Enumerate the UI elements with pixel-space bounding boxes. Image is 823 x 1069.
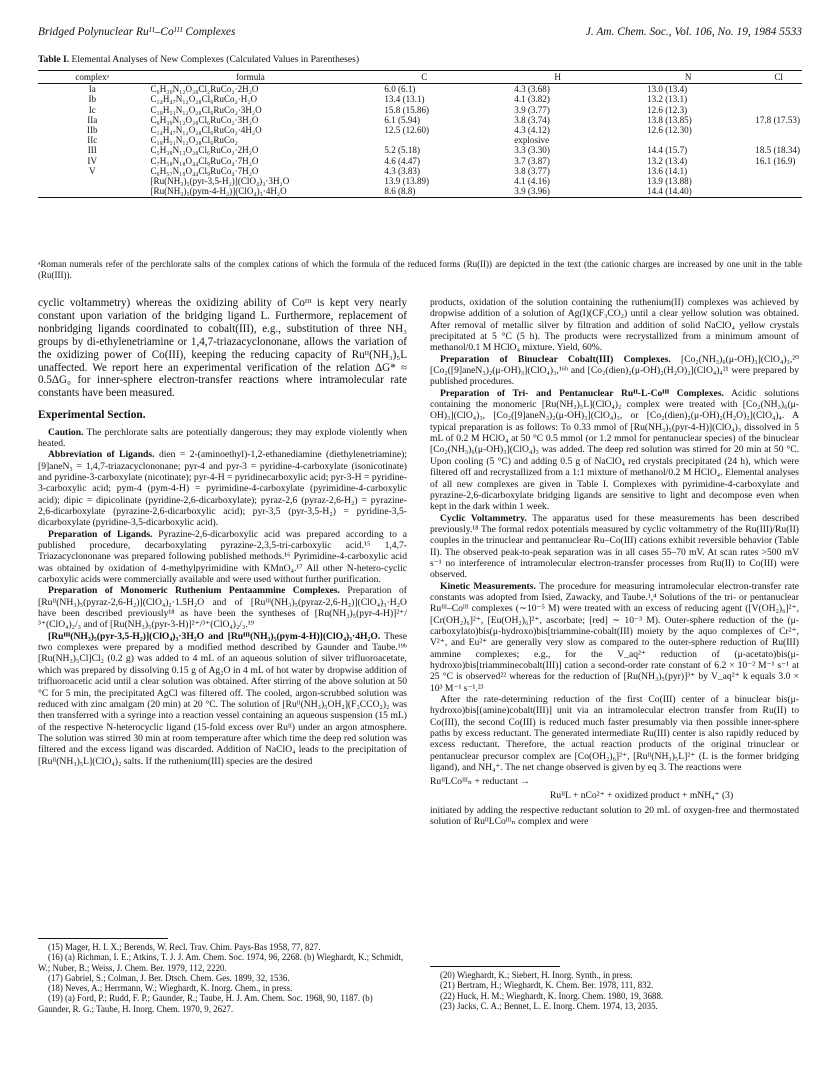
pyr-prep-heading: [Ruᴵᴵᴵ(NH₃)₅(pyr-3,5-H₂)](ClO₄)₃·3H₂O and [Ruᴵᴵᴵ(NH₃)₅(pym-4-H)](ClO₄)₃·4H₂O. [48,630,381,642]
ligand-prep-heading: Preparation of Ligands. [48,528,153,540]
binuclear-prep-heading: Preparation of Binuclear Cobalt(III) Complexes. [440,353,671,365]
cell-cl [755,135,802,145]
cv-heading: Cyclic Voltammetry. [440,512,527,524]
cell-cl [755,166,802,176]
reference-item: (23) Jacks, C. A.; Bennet, L. E. Inorg. Chem. 1974, 13, 2035. [440,1000,658,1011]
table-title: Elemental Analyses of New Complexes (Calculated Values in Parentheses) [69,54,360,65]
cell-cl: 17.8 (17.53) [755,114,800,125]
reference-item: (16) (a) Richman, I. E.; Atkins, T. J. J. Am. Chem. Soc. 1974, 96, 2268. (b) Wieghardt, K.; Schmidt, W.; Nuber, B.; Weiss, J. Chem. Ber. 1979, 112, 2220. [38,952,404,973]
cell-cl [755,84,802,95]
cell-formula: C₅H₃₈N₁₃O₂₈Cl₆RuCo₂·2H₂O [150,145,259,156]
header-cl: Cl [755,71,802,84]
cell-h: 4.1 (3.82) [514,94,550,105]
cell-complex [38,186,146,198]
cell-c: 6.1 (5.94) [384,114,420,125]
cell-cl [755,176,802,186]
cell-c: 13.4 (13.1) [384,94,425,105]
cell-h: 4.3 (3.68) [514,84,550,95]
cell-c: 4.3 (3.83) [384,165,420,176]
kinetics-paragraph [430,581,799,694]
references-right [430,966,799,1011]
reference-item: (21) Bertram, H.; Wieghardt, K. Chem. Ber. 1978, 111, 832. [440,980,654,991]
cell-h: 4.1 (4.16) [514,176,550,187]
ligand-prep-paragraph [38,529,407,586]
footnote-rule [38,938,168,939]
reference-item: (18) Neves, A.; Herrmann, W.; Wieghardt, K. Inorg. Chem., in press. [48,983,293,994]
header-formula: formula [146,71,354,84]
cell-c: 4.6 (4.47) [384,155,420,166]
cell-n: 12.6 (12.3) [647,104,688,115]
table-row [38,176,802,186]
cell-n: 13.6 (14.1) [647,165,688,176]
cell-h: explosive [514,135,550,146]
cell-n: 13.9 (13.88) [647,176,692,187]
reference-item: (22) Huck, H. M.; Wieghardt, K. Inorg. Chem. 1980, 19, 3688. [440,990,664,1001]
table-label: Table I. [38,54,70,65]
trinuclear-prep-text: Acidic solutions containing the monomeric [Ru(NH₃)₅L](ClO₄)₂ complex were treated with [Co₂(NH₃)₆(μ-OH)₃](ClO₄)₃, [Co₂([9]aneN₃)₂(μ-OH)₃](ClO₄)₃, or [Co₂(dien)₂(μ-OH)₂(H₂O)₂](ClO₄)₄. A typical preparation is as follows: To 0.33 mmol of [Ru(NH₃)₅(pyr-4-H)](ClO₄)₃ dissolved in 5 mL of 0.2 M HClO₄ at 50 °C 0.5 mmol (or 1.2 mmol for pentanuclear species) of the binuclear [Co₂(NH₃)₆(μ-OH)₃](ClO₄)₃ was added. The deep red solution was stirred for 20 min at 50 °C. Upon cooling (5 °C) and adding 0.5 g of NaClO₄ red crystals precipitated (24 h), which were filtered off and recrystallized from a 1:1 mixture of methanol/0.2 M HClO₄. Elemental analyses of all new complexes are given in Table I. Complexes with pyrimidine-4-carboxylate and pyrazine-2,6-dicarboxylate bridging ligands are sensitive to light and decompose even when kept in the dark within 1 week. [430,387,799,513]
references-left [38,938,407,1014]
cell-complex: IIc [87,135,98,146]
cell-h: 3.8 (3.77) [514,165,550,176]
intro-paragraph: cyclic voltammetry) whereas the oxidizing ability of Coᴵᴵᴵ is kept very nearly constant upon variation of the bridging ligand L. Furthermore, replacement of nonbridging ligands coordinated to cobalt(III), e.g., substitution of three NH₃ groups by di-ethylenetriamine or 1,4,7-triazacyclononane, allows the variation of the oxidizing power of Co(III), keeping the reducing capacity of Ruᴵᴵ(NH₃)₅L unaffected. We report here an experimental verification of the relation ΔG* ≈ 0.5ΔG₀ for inner-sphere electron-transfer reactions where intramolecular rate constants have been measured. [38,297,407,400]
table-row [38,84,802,95]
cell-h: 3.8 (3.74) [514,114,550,125]
cell-formula: C₆H₃₉N₁₂O₂₈Cl₆RuCo₂·3H₂O [150,114,259,125]
kinetics-heading: Kinetic Measurements. [440,580,536,592]
cell-n: 12.6 (12.30) [647,125,692,136]
cell-complex: Ia [88,84,96,95]
reference-item: (19) (a) Ford, P.; Rudd, F. P.; Gaunder, R.; Taube, H. J. Am. Chem. Soc. 1968, 90, 1187. (b) Gaunder, R. G.; Taube, H. Inorg. Chem. 1970, 9, 2627. [38,993,373,1014]
cell-c: 15.8 (15.86) [384,104,430,115]
cell-formula: C₆H₅₇N₁₉O₄₄Cl₉RuCo₄·7H₂O [150,165,259,176]
table-row [38,145,802,155]
mechanism-paragraph: After the rate-determining reduction of the first Co(III) center of a binuclear bis(μ-hydroxo)bis[(amine)cobalt(III)] unit via an intramolecular electron transfer from Ru(II) to Co(III), the second Co(III) is reduced much faster presumably via then possible inner-sphere paths by excess reductant. The generated intermediate Ru(III) center is also rapidly reduced by excess reductant. Therefore, the actual reaction products of the original trinuclear or pentanuclear precursor complex are [Co(OH₂)₆]²⁺, [Ruᴵᴵ(NH₃)₅L]²⁺ (L is the former bridging ligand), and NH₄⁺. The net change observed is given by eq 3. The reactions were [430,694,799,774]
cell-complex: IIa [87,114,98,125]
left-column [38,297,407,767]
cell-cl [755,125,802,135]
caution-text: The perchlorate salts are potentially dangerous; they may explode violently when heated. [38,426,407,449]
cell-h: 3.9 (3.96) [494,186,621,198]
cell-n: 13.2 (13.4) [647,155,688,166]
abbreviation-heading: Abbreviation of Ligands. [48,449,155,461]
table-row [38,156,802,166]
section-heading: Experimental Section. [38,409,146,422]
cell-complex: III [87,145,97,156]
cell-cl [755,94,802,104]
cell-complex: IIb [86,125,98,136]
cell-n: 13.2 (13.1) [647,94,688,105]
cell-complex: V [88,165,96,176]
table-row [38,125,802,135]
elemental-analysis-table [38,70,802,198]
cell-formula: C₇H₅₈N₁₈O₄₄Cl₉RuCo₄·7H₂O [150,155,259,166]
cell-c: 6.0 (6.1) [384,84,416,95]
monomer-prep-paragraph [38,585,407,630]
monomer-prep-heading: Preparation of Monomeric Ruthenium Pentaammine Complexes. [48,585,340,597]
abbreviation-paragraph [38,449,407,528]
references-left-list [38,942,407,1014]
cell-complex: IV [87,155,98,166]
cell-formula: C₁₄H₄₇N₁₂O₂₈Cl₆RuCo₂·4H₂O [150,125,262,136]
binuclear-prep-text: [Co₂(NH₃)₆(μ-OH)₃](ClO₄)₃,²⁰ [Co₂([9]aneN₃)₂(μ-OH)₃](ClO₄)₃,¹⁶ᵇ and [Co₂(dien)₂(μ-OH)₂(H₂O)₂](ClO₄)₄²¹ were prepared by published procedures. [430,353,799,388]
table-row [38,135,802,145]
monomer-prep-text: Preparation of [Ruᴵᴵ(NH₃)₅(pyraz-2,6-H₂)](ClO₄)₂·1.5H₂O and of [Ruᴵᴵᴵ(NH₃)₅(pyraz-2,6-H₂)](ClO₄)₃·H₂O have been described previously¹⁸ as have been the syntheses of [Ru(NH₃)₅(pyr-4-H)]²⁺/³⁺(ClO₄)₂/₃ and of [Ru(NH₃)₅(pyr-3-H)]²⁺/³⁺(ClO₄)₂/₃.¹⁹ [38,585,407,631]
caution-heading: Caution. [48,426,84,438]
cell-cl: 16.1 (16.9) [755,155,796,166]
cell-c: 13.9 (13.89) [384,176,430,187]
cell-n [621,135,755,145]
table-row [38,186,802,198]
ligand-prep-text: Pyrazine-2,6-dicarboxylic acid was prepared according to a published procedure, decarboxylating pyrazine-2,3,5-tri-carboxylic acid.¹⁵ 1,4,7-Triazacyclononane was prepared following published methods.¹⁶ Pyrimidine-4-carboxylic acid was obtained by oxidation of 4-methylpyrimidine with KMnO₄.¹⁷ All other N-hetero-cyclic carboxylic acids were commercially available and were used without further purification. [38,528,407,586]
header-c: C [354,71,494,84]
cell-formula: [Ru(NH₃)₅(pym-4-H₂)](ClO₄)₃·4H₂O [146,186,354,198]
table-row [38,105,802,115]
cell-n: 14.4 (15.7) [647,145,688,156]
cell-c: 5.2 (5.18) [384,145,420,156]
pyr-prep-paragraph [38,631,407,767]
header-n: N [621,71,755,84]
cell-h: 3.9 (3.77) [514,104,550,115]
cell-n: 13.0 (13.4) [647,84,688,95]
cv-text: The apparatus used for these measurements has been described previously.¹⁸ The formal redox potentials measured by cyclic voltammetry of the Ru(III)/Ru(II) couples in the trinuclear and pentanuclear Ru–Co(III) cations exhibit reversible behavior (Table II). The observed peak-to-peak separation was in all cases 55–70 mV. At scan rates >500 mV s⁻¹ no interference of intramolecular electron-transfer processes from Ru(II) to Co(III) were observed. [430,512,799,581]
cell-formula: C₆H₃₀N₁₂O₂₈Cl₂RuCo₂·2H₂O [150,84,259,95]
cell-complex: Ic [88,104,96,115]
cell-formula: C₁₄H₄₇N₁₂O₂₈Cl₆RuCo₂·H₂O [150,94,258,105]
header-complex: complexᵃ [38,71,146,84]
cv-paragraph [430,513,799,581]
kinetics-text: The procedure for measuring intramolecular electron-transfer rate constants was adopted from Isied, Zawacky, and Taube.¹,⁴ Solutions of the tri- or pentanuclear Ruᴵᴵᴵ–Coᴵᴵᴵ complexes (∼10⁻⁵ M) were treated with an excess of reducing agent ([V(OH₂)₆]²⁺, [Cr(OH₂)₆]²⁺, [Eu(OH₂)₆]²⁺, ascorbate; [red] ∼ 10⁻³ M). Outer-sphere reduction of the (μ-carboxylato)bis(μ-hydroxo)bis[triammine-cobalt(III) moiety by the aquo complexes of Cr²⁺, V²⁺, and Eu²⁺ are generally very slow as compared to the outer-sphere reduction of Ru(III) ammine complexes; e.g., for the V_aq²⁺ reduction of (μ-acetato)bis(μ-hydroxo)bis[triamminecobalt(III)] cation a second-order rate constant of 6.2 × 10⁻² M⁻¹ s⁻¹ at 25 °C is observed²² whereas for the reduction of [Ru(NH₃)₅(pyr)]³⁺ by V_aq²⁺ k equals 3.0 × 10³ M⁻¹ s⁻¹.²³ [430,580,799,694]
abbreviation-text: dien = 2-(aminoethyl)-1,2-ethanediamine (diethylenetriamine); [9]aneN₃ = 1,4,7-triazacyclononane; pyr-4 and pyr-3 = pyridine-4-carboxylate (isonicotinate) and pyridine-3-carboxylate (nicotinate); pyr-4-H = pyridinecarboxylic acid; pyr-3-H = pyridine-3-carboxylic acid; pym-4 (pym-4-H) = pyrimidine-4-carboxylate (pyrimidine-4-carboxylic acid); dipic = dipicolinate (pyridine-2,6-dicarboxylate); pyraz-2,6 (pyraz-2,6-H₂) = pyrazine-2,6-dicarboxylate (pyrazine-2,6-dicarboxylic acid); pyr-3,5 (pyr-3,5-H₂) = pyridine-3,5-dicarboxylate (pyridine-3,5-dicarboxylic acid). [38,449,407,529]
table-caption [38,54,802,65]
cell-n: 14.4 (14.40) [621,186,755,198]
equation-line-2: RuᴵᴵL + nCo²⁺ + oxidized product + mNH₄⁺ (3) [550,789,734,801]
journal-citation: J. Am. Chem. Soc., Vol. 106, No. 19, 1984 5533 [585,26,802,38]
cell-complex [38,176,146,186]
cell-c [354,135,494,145]
cell-complex: Ib [88,94,97,105]
cell-n: 13.8 (13.85) [647,114,692,125]
cell-h: 3.7 (3.87) [514,155,550,166]
cell-formula: C₁₈H₅₁N₁₂O₂₈Cl₆RuCo₂·3H₂O [150,104,262,115]
table-header-row [38,71,802,84]
table-row [38,94,802,104]
table-row [38,115,802,125]
table-row [38,166,802,176]
cell-c: 8.6 (8.8) [354,186,494,198]
right-column [430,297,799,828]
header-h: H [494,71,621,84]
table-body [38,84,802,198]
cell-c: 12.5 (12.60) [384,125,430,136]
binuclear-prep-paragraph [430,354,799,388]
trinuclear-prep-heading: Preparation of Tri- and Pentanuclear Ruᴵᴵ-L-Coᴵᴵᴵ Complexes. [440,387,724,399]
cell-formula: [Ru(NH₃)₅(pyr-3,5-H₂)](ClO₄)₃·3H₂O [150,176,290,187]
cell-cl [755,186,802,198]
caution-paragraph [38,427,407,450]
equation-line-1: RuᴵᴵLCoᴵᴵᴵₙ + reductant → [430,776,530,788]
running-header [38,26,802,42]
closing-paragraph: initiated by adding the respective reductant solution to 20 mL of oxygen-free and thermostated solution of RuᴵᴵLCoᴵᴵᴵₙ complex and were [430,805,799,828]
trinuclear-prep-paragraph [430,388,799,513]
running-title: Bridged Polynuclear Ruᴵᴵ–Coᴵᴵᴵ Complexes [38,26,236,38]
table-footnote: ᵃRoman numerals refer of the perchlorate salts of the complex cations of which the formula of the reduced forms (Ru(II)) are depicted in the text (the cationic charges are increased by one unit in the table (Ru(III)). [38,259,802,280]
continued-paragraph: products, oxidation of the solution containing the ruthenium(II) complexes was achieved by dropwise addition of a solution of Ag(I)(CF₃CO₂) until a clear yellow solution was obtained. After removal of metallic silver by filtration and addition of solid NaClO₄ yellow crystals precipitated at 5 °C (5 h). The products were recrystallized from a minimum amount of methanol/0.1 M HClO₄ mixture. Yield, 60%. [430,297,799,354]
reference-item: (15) Mager, H. I. X.; Berends, W. Recl. Trav. Chim. Pays-Bas 1958, 77, 827. [48,942,321,952]
cell-h: 4.3 (4.12) [514,125,550,136]
cell-formula: C₁₈H₅₁N₁₂O₂₈Cl₆RuCo₂ [150,135,238,146]
reference-item: (20) Wieghardt, K.; Siebert, H. Inorg. Synth., in press. [440,970,633,980]
footnote-rule [430,966,560,967]
cell-cl [755,105,802,115]
cell-cl: 18.5 (18.34) [755,145,800,156]
references-right-list [430,970,799,1011]
reference-item: (17) Gabriel, S.; Colman, J. Ber. Dtsch. Chem. Ges. 1899, 32, 1536. [48,972,290,983]
cell-h: 3.3 (3.30) [514,145,550,156]
pyr-prep-text: These two complexes were prepared by a modified method described by Gaunder and Taube.¹⁹ᵇ [Ru(NH₃)₅Cl]Cl₂ (0.2 g) was added to 4 mL of an aqueous solution of silver trifluoroacetate, which was prepared by dissolving 0.15 g of Ag₂O in 4 mL of hot water by dropwise addition of trifluoroacetic acid until a clear solution was obtained. After stirring of the above solution at 50 °C for 5 min, the precipitated AgCl was filtered off. The cooled, argon-scrubbed solution was reduced with zinc amalgam (20 min) at 20 °C. The solution of [Ruᴵᴵ(NH₃)₅OH₂](F₃CCO₂)₂ was then transferred with a syringe into a reaction vessel containing an aqueous suspension (15 mL) of the respective N-heterocyclic ligand (15-fold excess over Ruᴵᴵ) under an argon atmosphere. The solution was stirred 30 min at room temperature after which time the deep red solution was filtered and the excess ligand was discarded. Addition of NaClO₄ leads to the precipitation of [Ruᴵᴵ(NH₃)₅L](ClO₄)₂ salts. If the ruthenium(III) species are the desired [38,630,407,767]
